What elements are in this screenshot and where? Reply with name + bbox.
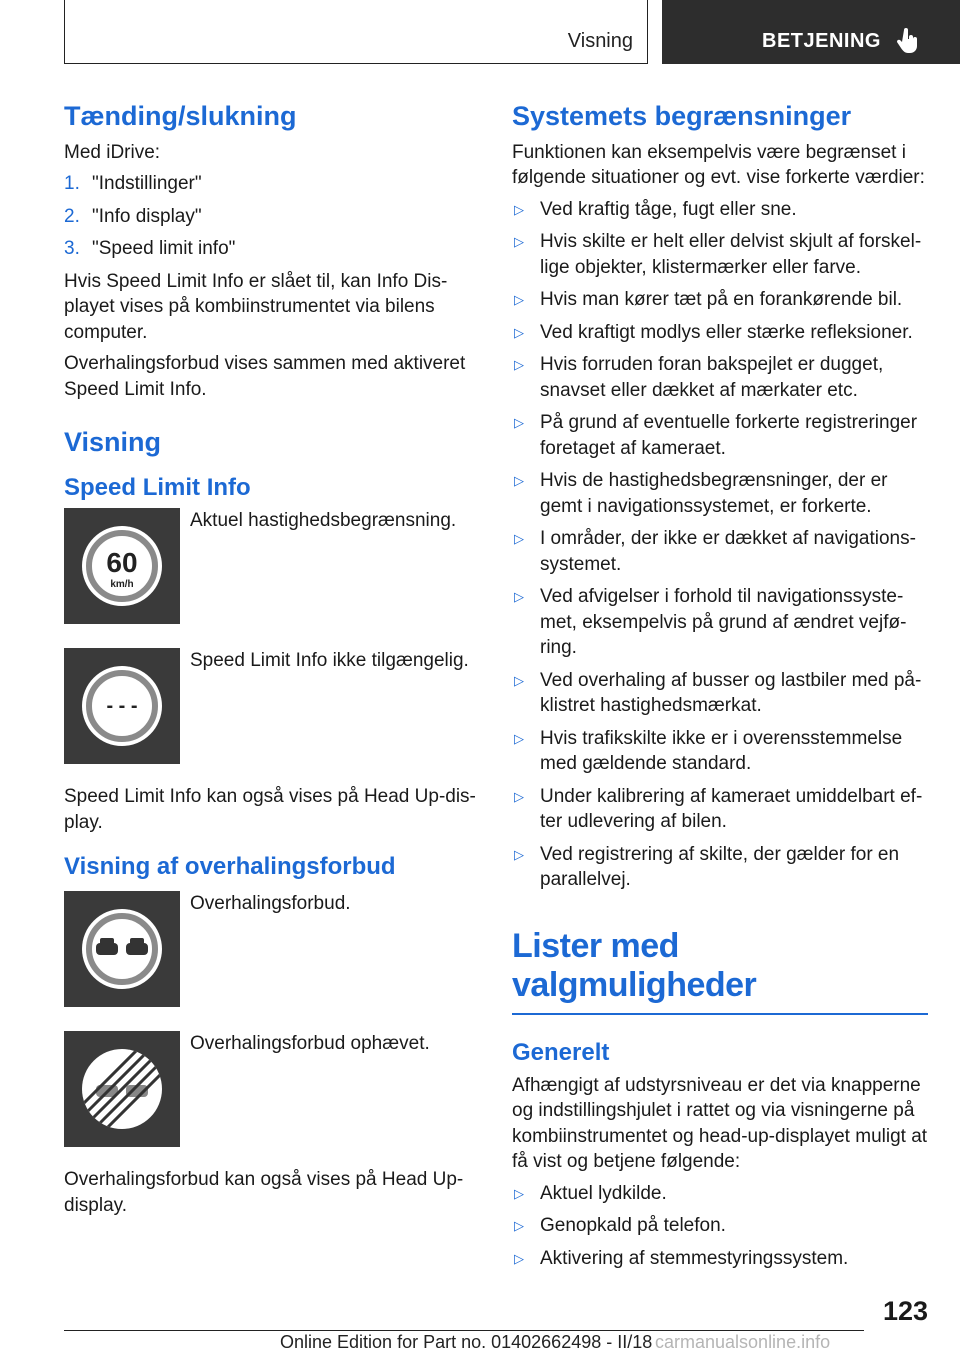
triangle-bullet-icon: ▷: [514, 531, 524, 547]
paragraph: Overhalingsforbud kan også vises på Head Up-display.: [64, 1169, 464, 1216]
speed-limit-value: 60: [106, 547, 138, 578]
sign-row: [64, 891, 480, 1027]
list-item: ▷ Ved kraftig tåge, fugt eller sne.: [512, 197, 928, 223]
triangle-bullet-icon: ▷: [514, 357, 524, 373]
heading-generelt: Generelt: [512, 1038, 610, 1066]
list-item: ▷ Hvis forruden foran bakspejlet er dugget, snavset eller dækket af mærkater etc.: [514, 354, 884, 401]
sign-row: [64, 648, 480, 784]
triangle-bullet-icon: ▷: [514, 201, 524, 217]
step-text: "Info display": [92, 205, 202, 227]
heading-lister: Lister med valgmuligheder: [512, 926, 757, 1004]
list-item: ▷ Genopkald på telefon.: [512, 1213, 928, 1239]
step-number: 1.: [64, 173, 80, 195]
list-item: ▷ Aktivering af stemmestyringssystem.: [512, 1246, 928, 1272]
list-item: [64, 171, 480, 197]
sign-row: [64, 508, 480, 644]
triangle-bullet-icon: ▷: [514, 1218, 524, 1234]
list-item: ▷ I områder, der ikke er dækket af navigations-systemet.: [514, 528, 916, 575]
heading-begraensninger: Systemets begrænsninger: [512, 101, 852, 131]
paragraph: Overhalingsforbud vises sammen med aktiveret Speed Limit Info.: [64, 353, 466, 400]
list-item: ▷ Ved registrering af skilte, der gælder for en parallelvej.: [514, 843, 900, 891]
step-list: [64, 171, 480, 262]
left-column: [64, 100, 480, 1224]
heading-visning: Visning: [64, 427, 162, 458]
heading-rule: [512, 1013, 928, 1015]
step-text: "Speed limit info": [92, 238, 236, 260]
list-item: ▷ Ved afvigelser i forhold til navigationssyste-met, eksempelvis på grund af ændret vejfø-ring.: [514, 586, 907, 659]
heading-taending: Tænding/slukning: [64, 101, 297, 131]
right-column: [512, 100, 928, 1278]
list-item: ▷ Hvis man kører tæt på en forankørende bil.: [512, 287, 928, 313]
sign-row: [64, 1031, 480, 1167]
speed-limit-unit: km/h: [110, 579, 134, 590]
triangle-bullet-icon: ▷: [514, 292, 524, 308]
triangle-bullet-icon: ▷: [514, 324, 524, 340]
hand-pointer-icon: [896, 28, 920, 54]
header-section-tab: [64, 0, 648, 64]
speed-limit-unavailable-icon: [64, 648, 180, 764]
list-item: ▷ Hvis trafikskilte ikke er i overensstemmelse med gældende standard.: [514, 727, 903, 775]
limitations-list: [512, 197, 928, 893]
paragraph: Hvis Speed Limit Info er slået til, kan Info Dis-playet vises på kombiinstrumentet via bilens computer.: [64, 270, 448, 343]
triangle-bullet-icon: ▷: [514, 672, 524, 688]
footer-watermark: carmanualsonline.info: [655, 1332, 831, 1352]
list-item: ▷ Hvis skilte er helt eller delvist skjult af forskel-lige objekter, klistermærker eller farve.: [514, 231, 922, 278]
footer-rule: [64, 1330, 864, 1331]
list-item: [64, 236, 480, 262]
list-item: ▷ Under kalibrering af kameraet umiddelbart ef-ter udlevering af bilen.: [514, 785, 923, 833]
triangle-bullet-icon: ▷: [514, 788, 524, 804]
end-no-overtaking-sign-icon: [64, 1031, 180, 1147]
triangle-bullet-icon: ▷: [514, 1250, 524, 1266]
step-text: "Indstillinger": [92, 173, 202, 195]
sign-caption: Overhalingsforbud.: [190, 893, 351, 914]
no-overtaking-sign-icon: [64, 891, 180, 1007]
header-chapter-label: BETJENING: [762, 30, 881, 52]
speed-limit-sign-icon: [64, 508, 180, 624]
header-section-label: Visning: [567, 30, 633, 52]
list-item: ▷ Aktuel lydkilde.: [512, 1181, 928, 1207]
sign-caption: Overhalingsforbud ophævet.: [190, 1033, 430, 1054]
intro-text: Med iDrive:: [64, 141, 161, 163]
triangle-bullet-icon: ▷: [514, 846, 524, 862]
sign-caption: Aktuel hastighedsbegrænsning.: [190, 510, 457, 531]
intro-text: Funktionen kan eksempelvis være begrænset i følgende situationer og evt. vise forkerte værdier:: [512, 141, 925, 189]
list-item: [64, 204, 480, 230]
step-number: 2.: [64, 205, 80, 227]
list-item: ▷ Ved kraftigt modlys eller stærke refleksioner.: [512, 320, 928, 346]
triangle-bullet-icon: ▷: [514, 234, 524, 250]
header-chapter-tab: [662, 0, 960, 64]
paragraph: Speed Limit Info kan også vises på Head Up-dis-play.: [64, 786, 476, 833]
page-number: 123: [882, 1296, 928, 1326]
list-item: ▷ Ved overhaling af busser og lastbiler med på-klistret hastighedsmærkat.: [514, 669, 922, 717]
triangle-bullet-icon: ▷: [514, 415, 524, 431]
step-number: 3.: [64, 238, 80, 260]
triangle-bullet-icon: ▷: [514, 589, 524, 605]
heading-overhalingsforbud: Visning af overhalingsforbud: [64, 853, 396, 880]
triangle-bullet-icon: ▷: [514, 730, 524, 746]
triangle-bullet-icon: ▷: [514, 473, 524, 489]
list-item: ▷ På grund af eventuelle forkerte registreringer foretaget af kameraet.: [514, 412, 918, 459]
speed-limit-placeholder: - - -: [106, 695, 138, 717]
footer-edition: Online Edition for Part no. 01402662498 - II/18: [280, 1332, 653, 1352]
list-item: ▷ Hvis de hastighedsbegrænsninger, der er gemt i navigationssystemet, er forkerte.: [514, 470, 888, 517]
paragraph: Afhængigt af udstyrsniveau er det via knapperne og indstillingshjulet i rattet og via visningerne på kombiinstrumentet og head-up-displayet muligt at få vist og betjene følgende:: [512, 1074, 928, 1173]
triangle-bullet-icon: ▷: [514, 1185, 524, 1201]
sign-caption: Speed Limit Info ikke tilgængelig.: [190, 650, 469, 671]
features-list: [512, 1181, 928, 1272]
heading-speed-limit-info: Speed Limit Info: [64, 474, 251, 501]
